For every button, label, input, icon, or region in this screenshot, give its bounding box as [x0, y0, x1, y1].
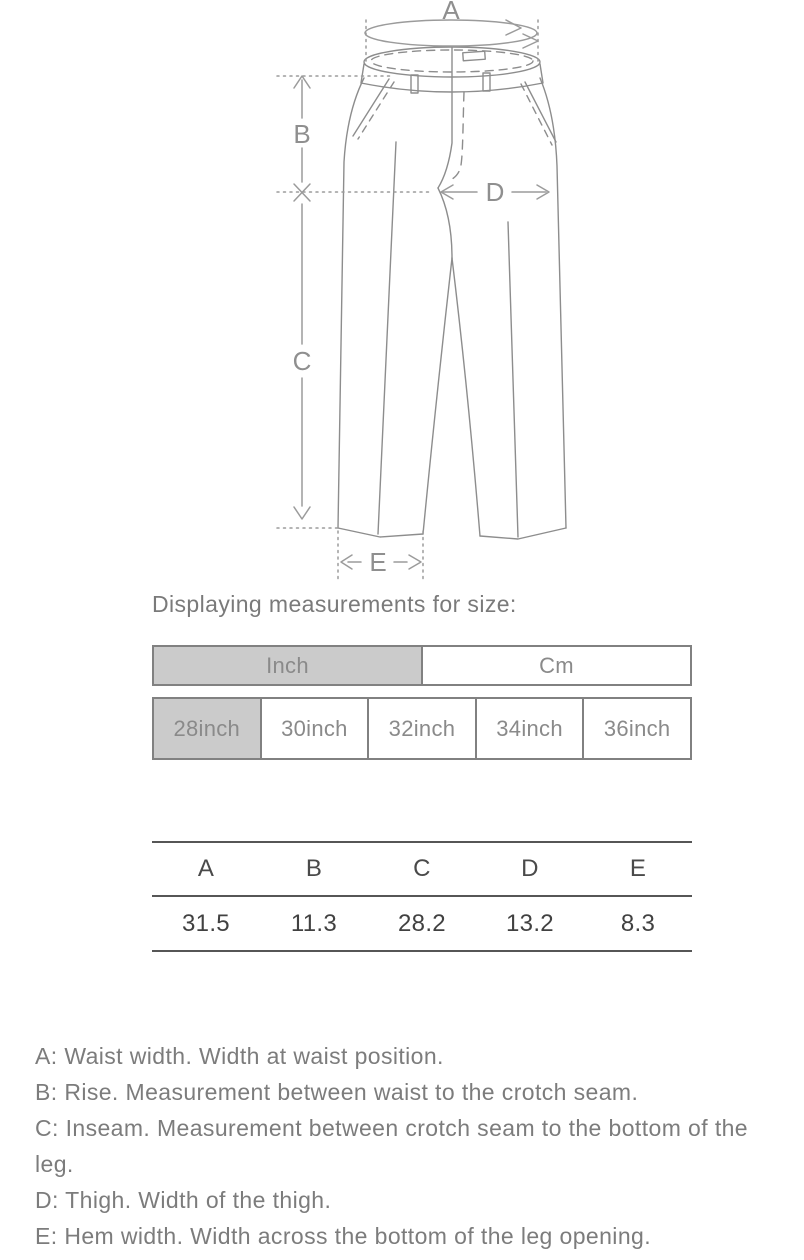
- legend-item-a: A: Waist width. Width at waist position.: [35, 1043, 444, 1069]
- measurement-table-header: [152, 841, 692, 897]
- column-header: C: [413, 855, 431, 882]
- measurement-table-values: [152, 897, 692, 952]
- pants-measurement-diagram: [0, 0, 804, 590]
- measurement-value: 28.2: [398, 909, 446, 937]
- diagram-label-e: E: [369, 547, 387, 577]
- column-header: B: [305, 855, 323, 882]
- measurement-table: [152, 841, 692, 952]
- size-tab-group: [152, 697, 692, 760]
- legend-item-c: C: Inseam. Measurement between crotch seam to the bottom of the leg.: [35, 1115, 748, 1177]
- legend-item-e: E: Hem width. Width across the bottom of the leg opening.: [35, 1223, 651, 1249]
- measurement-legend: [35, 1038, 792, 1254]
- unit-tab-inch[interactable]: Inch: [152, 645, 423, 686]
- diagram-label-c: C: [292, 346, 312, 376]
- column-header: D: [521, 855, 539, 882]
- size-heading: Displaying measurements for size:: [152, 591, 517, 617]
- column-header: E: [629, 855, 647, 882]
- legend-item-b: B: Rise. Measurement between waist to the crotch seam.: [35, 1079, 639, 1105]
- column-header: A: [197, 855, 215, 882]
- size-tab-36inch[interactable]: 36inch: [582, 697, 692, 760]
- size-tab-30inch[interactable]: 30inch: [260, 697, 370, 760]
- measurement-value: 8.3: [620, 909, 656, 937]
- size-tab-32inch[interactable]: 32inch: [367, 697, 477, 760]
- unit-tab-group: [152, 645, 692, 686]
- unit-tab-cm[interactable]: Cm: [421, 645, 692, 686]
- size-tab-28inch[interactable]: 28inch: [152, 697, 262, 760]
- diagram-label-a: A: [442, 0, 460, 25]
- measurement-value: 11.3: [290, 909, 338, 937]
- measurement-value: 13.2: [506, 909, 554, 937]
- pants-illustration: [338, 47, 566, 539]
- size-tab-34inch[interactable]: 34inch: [475, 697, 585, 760]
- measurement-value: 31.5: [182, 909, 230, 937]
- diagram-label-d: D: [485, 177, 505, 207]
- diagram-label-b: B: [293, 119, 311, 149]
- legend-item-d: D: Thigh. Width of the thigh.: [35, 1187, 332, 1213]
